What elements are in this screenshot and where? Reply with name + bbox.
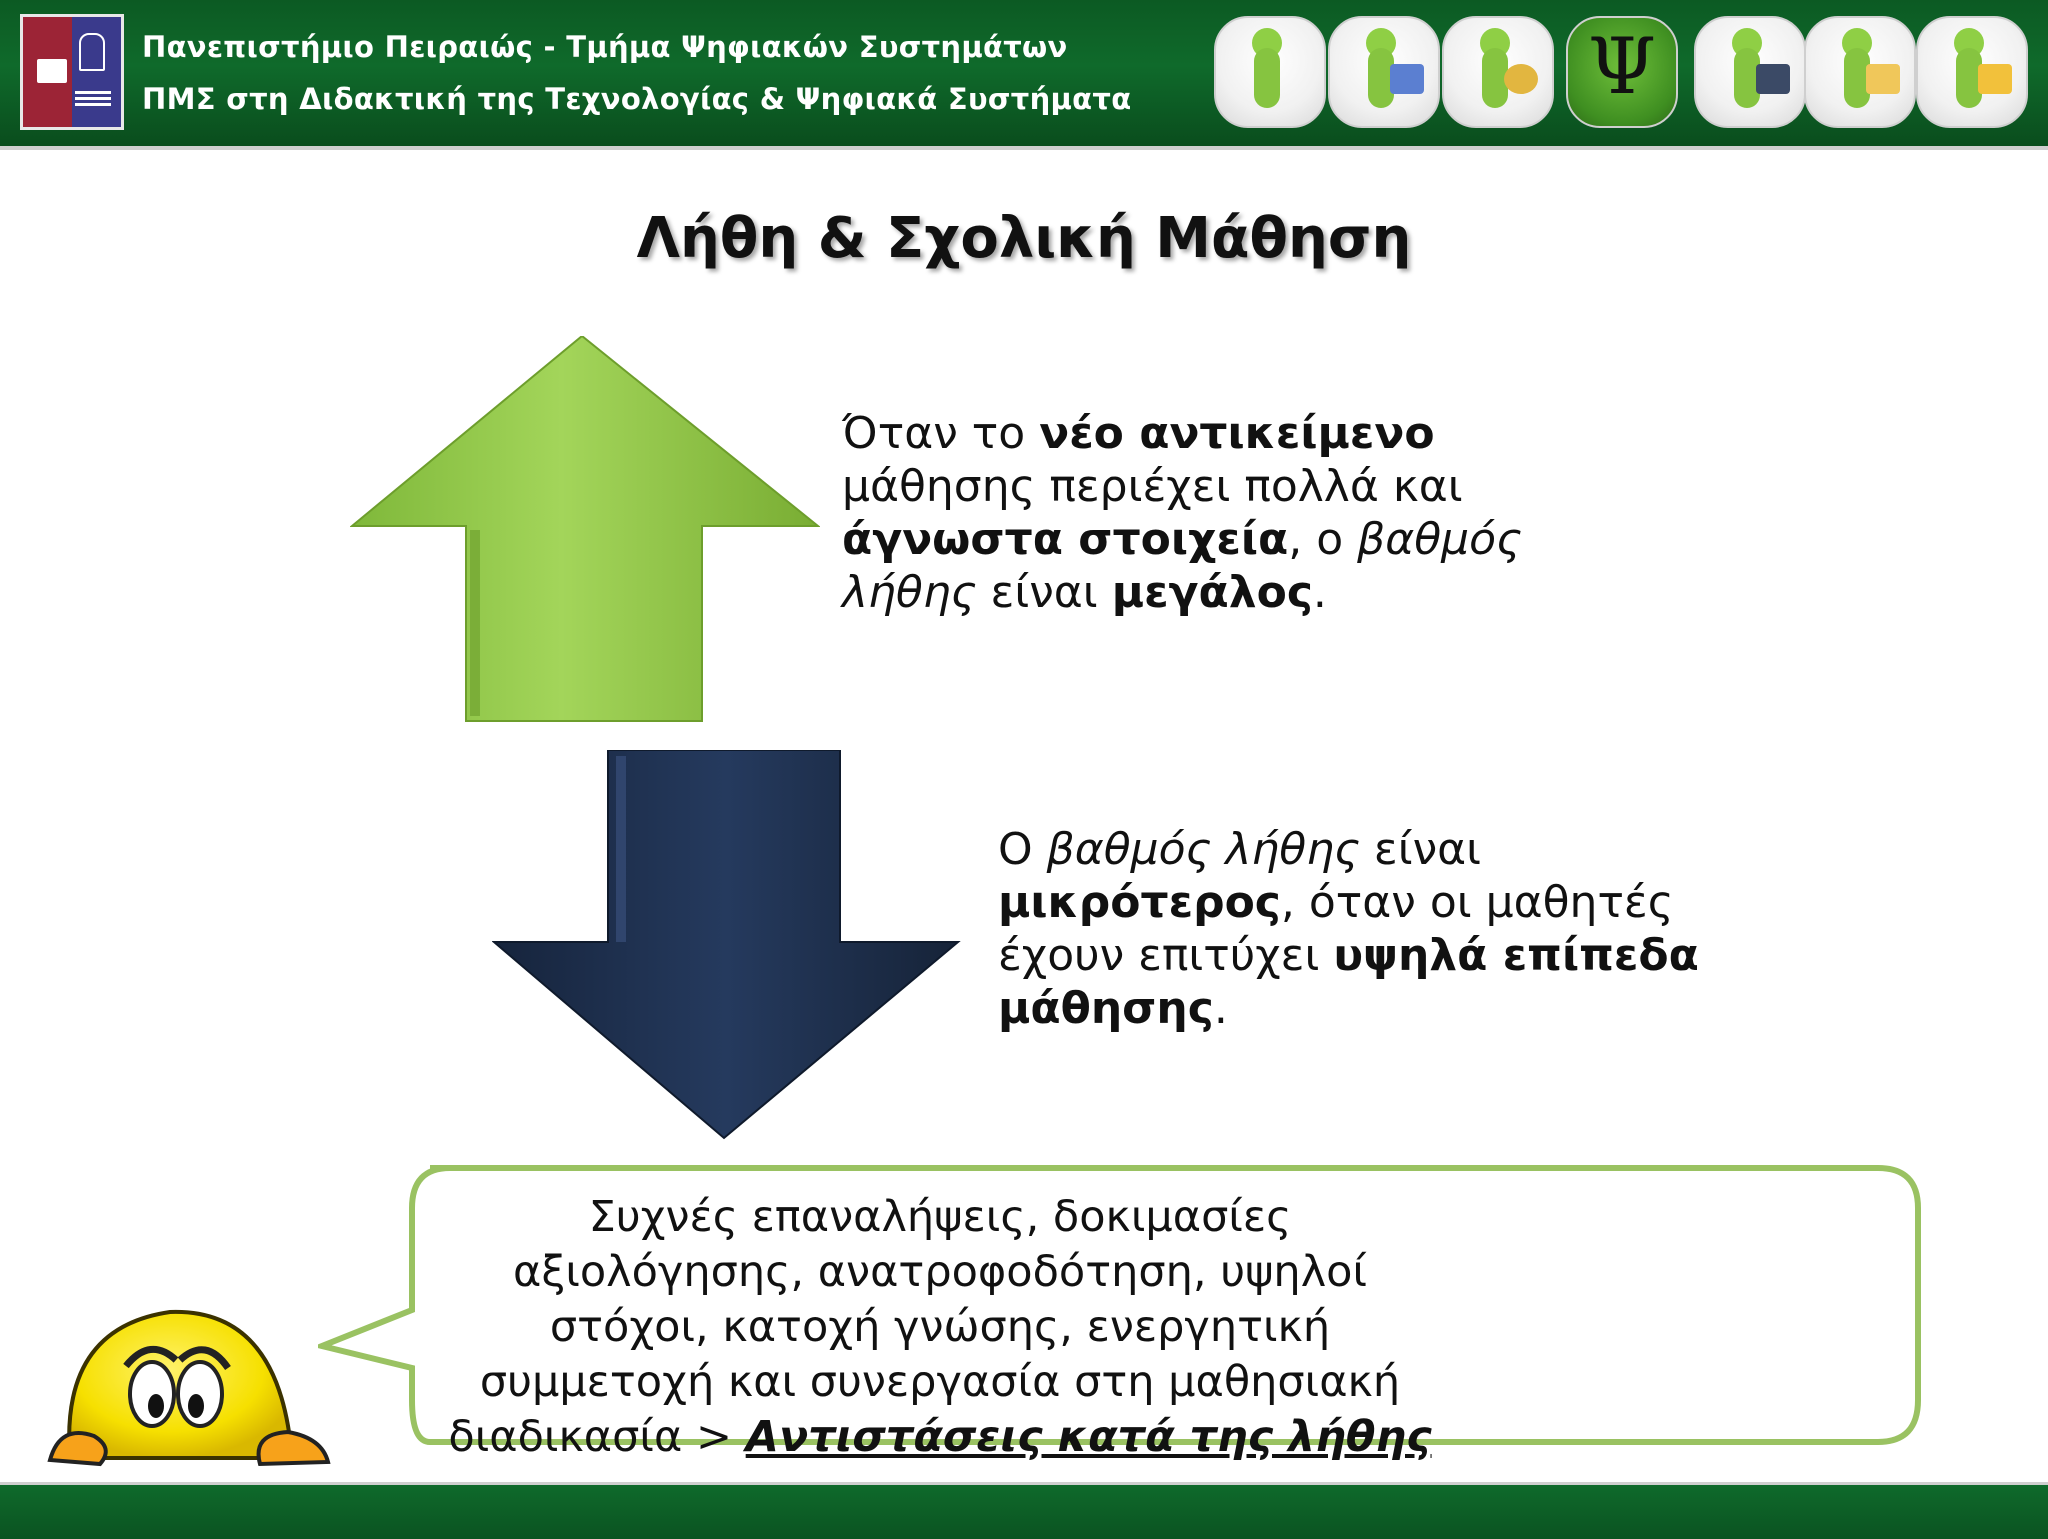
resistance-to-forgetting-link: Αντιστάσεις κατά της λήθης (745, 1412, 1432, 1462)
slide-title: Λήθη & Σχολική Μάθηση (636, 206, 1412, 271)
green-up-arrow (350, 336, 820, 726)
header-icon-strip (1214, 14, 2034, 132)
figures-reading-icon (1328, 16, 1440, 128)
header-program-line: ΠΜΣ στη Διδακτική της Τεχνολογίας & Ψηφιακά Συστήματα (142, 82, 1132, 116)
psi-head-icon: Ψ (1566, 16, 1678, 128)
navy-down-arrow (492, 750, 962, 1140)
header-university-line: Πανεπιστήμιο Πειραιώς - Τμήμα Ψηφιακών Συστημάτων (142, 30, 1068, 64)
header-banner (0, 0, 2048, 150)
footer-band (0, 1482, 2048, 1539)
figure-with-laptop-icon (1694, 16, 1806, 128)
at-sign-figure-icon (1442, 16, 1554, 128)
peeking-smiley-face (30, 1288, 350, 1468)
upper-explanation-text: Όταν το νέο αντικείμενο μάθησης περιέχει πολλά και άγνωστα στοιχεία, ο βαθμός λήθης είναι μεγάλος. (842, 408, 1522, 618)
university-logo (20, 14, 124, 130)
lower-explanation-text: Ο βαθμός λήθης είναι μικρότερος, όταν οι μαθητές έχουν επιτύχει υψηλά επίπεδα μάθησης. (998, 824, 1699, 1034)
figure-with-folder-icon (1804, 16, 1916, 128)
figure-with-arrows-icon (1214, 16, 1326, 128)
bubble-text: Συχνές επαναλήψεις, δοκιμασίες αξιολόγησης, ανατροφοδότηση, υψηλοί στόχοι, κατοχή γνώσης, ενεργητική συμμετοχή και συνεργασία στη μαθησιακή διαδικασία > Αντιστάσεις κατά της λήθης (448, 1192, 1432, 1462)
figure-on-puzzle-icon (1916, 16, 2028, 128)
